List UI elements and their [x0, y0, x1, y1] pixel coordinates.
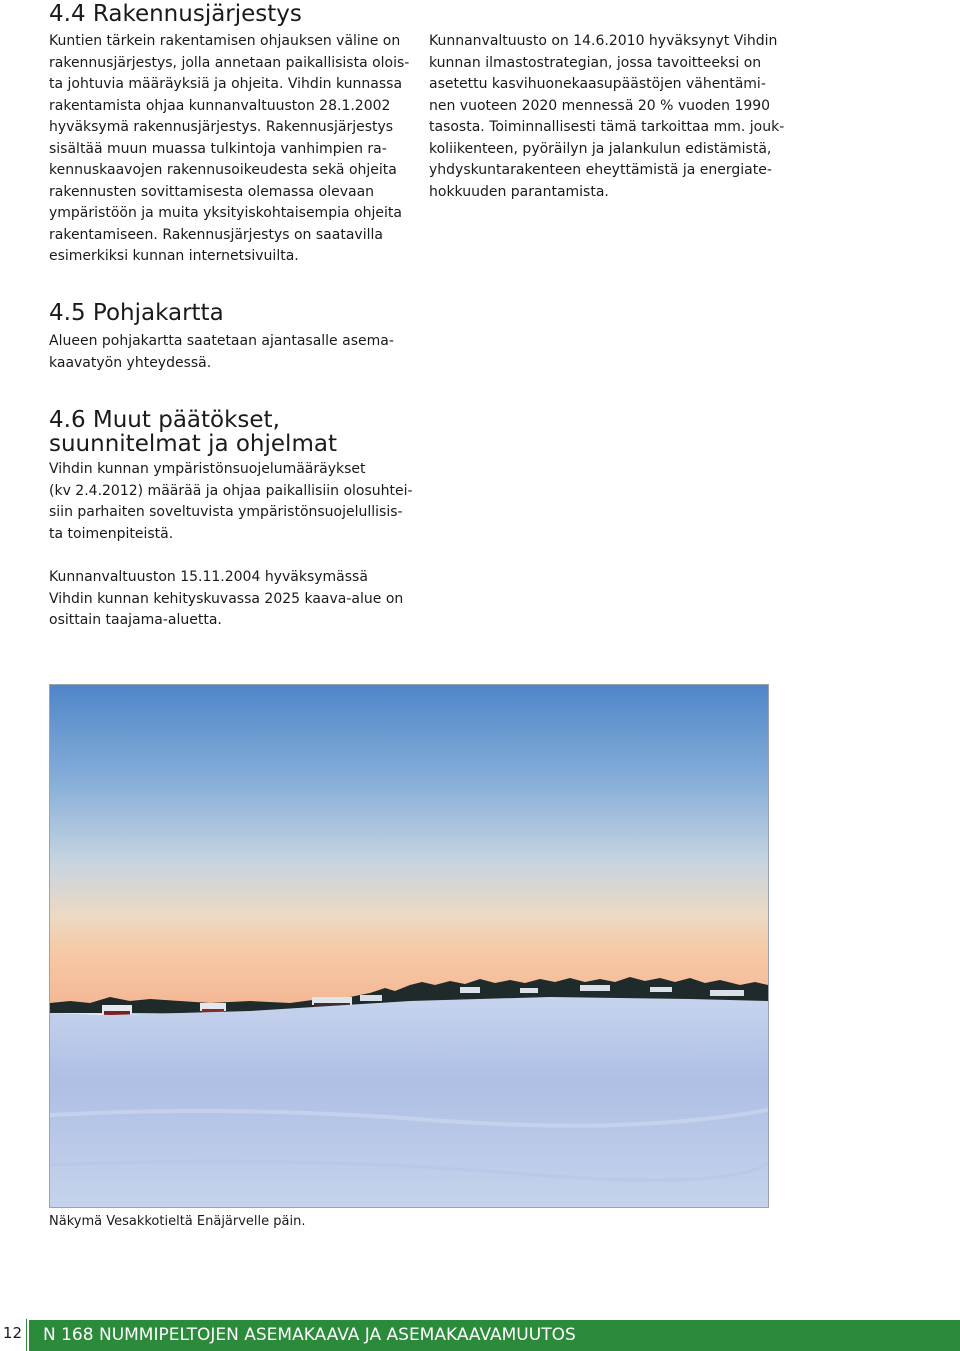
heading-4-5: 4.5 Pohjakartta — [49, 300, 224, 326]
text-line: hyväksymä rakennusjärjestys. Rakennusjärjestys — [49, 119, 394, 135]
text-line: osittain taajama-aluetta. — [49, 612, 222, 628]
paragraph-4-4 — [49, 31, 409, 268]
paragraph-4-6-1 — [49, 459, 413, 545]
footer-title-bar — [29, 1320, 960, 1351]
text-line: Vihdin kunnan ympäristönsuojelumääräykset — [49, 461, 366, 477]
footer-title: N 168 NUMMIPELTOJEN ASEMAKAAVA JA ASEMAKAAVAMUUTOS — [43, 1325, 576, 1345]
text-line: (kv 2.4.2012) määrää ja ohjaa paikallisiin olosuhtei- — [49, 482, 413, 499]
text-line: rakennusjärjestys, jolla annetaan paikallisista olois- — [49, 54, 410, 71]
text-line: Vihdin kunnan kehityskuvassa 2025 kaava-alue on — [49, 590, 404, 607]
text-line: kunnan ilmastostrategian, jossa tavoitteeksi on — [429, 54, 762, 71]
house-roof — [520, 988, 538, 993]
sky — [50, 685, 768, 1005]
text-line: hokkuuden parantamista. — [429, 183, 609, 200]
text-line: ta johtuvia määräyksiä ja ohjeita. Vihdin kunnassa — [49, 76, 403, 92]
house-roof — [460, 987, 480, 993]
paragraph-right-column — [429, 31, 784, 203]
text-line: rakentamista ohjaa kunnanvaltuuston 28.1.2002 — [49, 97, 391, 114]
text-line: tasosta. Toiminnallisesti tämä tarkoittaa mm. jouk- — [429, 119, 785, 135]
text-line: Alueen pohjakartta saatetaan ajantasalle asema- — [49, 333, 394, 349]
text-line: koliikenteen, pyöräilyn ja jalankulun edistämistä, — [429, 140, 772, 157]
snow-field — [50, 997, 768, 1207]
footer-divider — [26, 1319, 27, 1351]
text-line: sisältää muun muassa tulkintoja vanhimpien ra- — [49, 140, 387, 157]
heading-4-6 — [49, 408, 337, 456]
text-line: Kunnanvaltuusto on 14.6.2010 hyväksynyt Vihdin — [429, 33, 778, 49]
landscape-photo — [49, 684, 769, 1208]
text-line: kaavatyön yhteydessä. — [49, 354, 212, 371]
page-number: 12 — [2, 1324, 22, 1342]
text-line: yhdyskuntarakenteen eheyttämistä ja energiate- — [429, 162, 772, 178]
text-line: asetettu kasvihuonekaasupäästöjen vähentämi- — [429, 76, 766, 92]
heading-line: suunnitelmat ja ohjelmat — [49, 431, 337, 457]
photo-caption: Näkymä Vesakkotieltä Enäjärvelle päin. — [49, 1214, 306, 1229]
paragraph-4-6-2 — [49, 567, 403, 632]
house-roof — [580, 985, 610, 991]
text-line: esimerkiksi kunnan internetsivuilta. — [49, 248, 299, 264]
house-roof — [360, 995, 382, 1001]
text-line: rakennusten sovittamisesta olemassa olevaan — [49, 183, 375, 200]
text-line: rakentamiseen. Rakennusjärjestys on saatavilla — [49, 226, 383, 243]
paragraph-4-5 — [49, 331, 394, 374]
text-line: kennuskaavojen rakennusoikeudesta sekä ohjeita — [49, 162, 397, 178]
text-line: siin parhaiten soveltuvista ympäristönsuojelullisis- — [49, 504, 403, 520]
house-roof — [710, 990, 744, 996]
heading-4-4: 4.4 Rakennusjärjestys — [49, 1, 302, 27]
text-line: ympäristöön ja muita yksityiskohtaisempia ohjeita — [49, 205, 402, 221]
winter-field-image — [50, 685, 768, 1207]
house-roof — [650, 987, 672, 992]
text-line: ta toimenpiteistä. — [49, 525, 174, 542]
text-line: Kunnanvaltuuston 15.11.2004 hyväksymässä — [49, 569, 368, 585]
heading-line: 4.6 Muut päätökset, — [49, 407, 280, 433]
text-line: Kuntien tärkein rakentamisen ohjauksen väline on — [49, 33, 401, 49]
text-line: nen vuoteen 2020 mennessä 20 % vuoden 1990 — [429, 97, 771, 114]
